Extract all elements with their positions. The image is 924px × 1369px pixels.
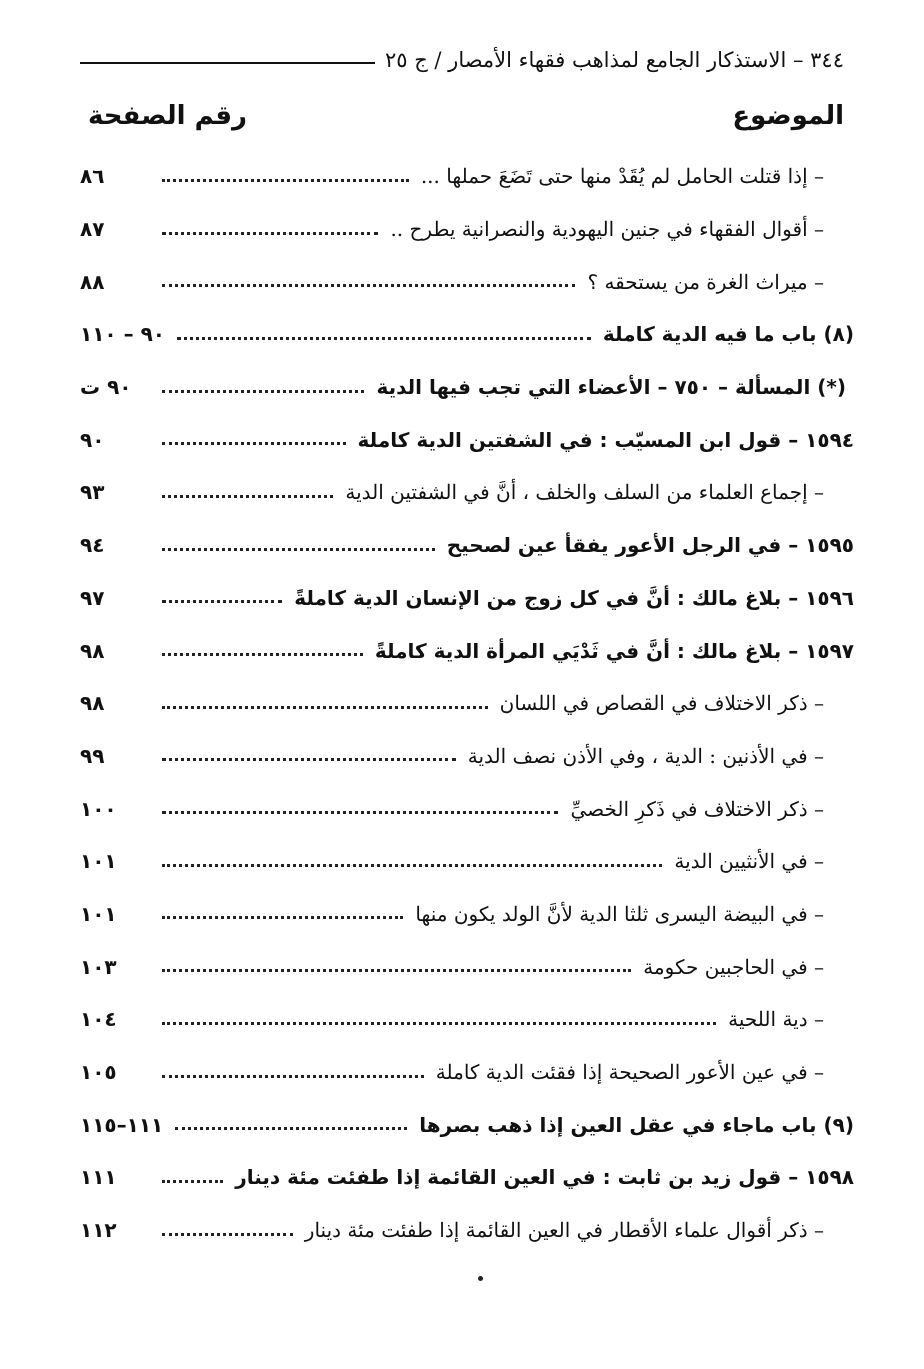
toc-entry <box>80 835 854 888</box>
dot-leader <box>162 811 558 814</box>
toc-entry <box>80 993 854 1046</box>
toc-entry-title: (٨) باب ما فيه الدية كاملة <box>602 322 854 347</box>
toc-entry-title: – في الحاجبين حكومة <box>643 954 824 979</box>
toc-entry <box>80 1151 854 1204</box>
toc-entry-title: ١٥٩٤ – قول ابن المسيّب : في الشفتين الدية كاملة <box>357 427 854 452</box>
dot-leader <box>177 337 591 340</box>
dot-leader <box>162 653 363 656</box>
column-headers <box>88 96 844 136</box>
toc-entry <box>80 888 854 941</box>
dot-leader <box>162 232 378 235</box>
toc-entry <box>80 730 854 783</box>
toc-entry <box>80 361 854 414</box>
toc-entry <box>80 1046 854 1099</box>
toc-entry-title: ١٥٩٨ – قول زيد بن ثابت : في العين القائمة إذا طفئت مئة دينار <box>235 1165 854 1190</box>
toc-entry-page: ١٠٤ <box>80 1007 117 1032</box>
toc-entry-page: ٩٨ <box>80 691 105 716</box>
dot-leader <box>162 758 456 761</box>
dot-leader <box>162 969 631 972</box>
dot-leader <box>162 1233 293 1236</box>
running-head-text: ٣٤٤ – الاستذكار الجامع لمذاهب فقهاء الأمصار / ج ٢٥ <box>384 48 844 72</box>
dot-leader <box>162 916 403 919</box>
toc-entry-page: ٨٨ <box>80 269 105 294</box>
toc-entry-page: ١٠٥ <box>80 1060 117 1085</box>
dot-leader <box>162 179 409 182</box>
toc-entry-title: (٩) باب ماجاء في عقل العين إذا ذهب بصرها <box>419 1112 854 1137</box>
running-head <box>80 32 844 72</box>
toc-entry <box>80 255 854 308</box>
toc-entry <box>80 150 854 203</box>
toc-entry-page: ١٠١ <box>80 901 117 926</box>
toc-entry-page: ١٠١ <box>80 849 117 874</box>
toc-entry <box>80 782 854 835</box>
toc-entry <box>80 203 854 256</box>
toc-entry <box>80 519 854 572</box>
dot-leader <box>162 284 575 287</box>
toc-entry-title: ١٥٩٧ – بلاغ مالك : أنَّ في ثَدْيَي المرأة الدية كاملةً <box>374 638 854 663</box>
page-column-header: رقم الصفحة <box>88 101 247 131</box>
topic-column-header: الموضوع <box>732 101 844 131</box>
toc-entry-title: – إذا قتلت الحامل لم يُقَدْ منها حتى تَضَعَ حملها ... <box>420 164 824 189</box>
toc-entry <box>80 413 854 466</box>
toc-entry-title: – ذكر الاختلاف في القصاص في اللسان <box>499 691 824 716</box>
toc-entry-title: (*) المسألة – ٧٥٠ – الأعضاء التي تجب فيها الدية <box>376 375 846 400</box>
toc-entry-title: – في البيضة اليسرى ثلثا الدية لأنَّ الولد يكون منها <box>415 901 824 926</box>
toc-entry-title: – إجماع العلماء من السلف والخلف ، أنَّ في الشفتين الدية <box>345 480 824 505</box>
toc-entry-page: ٩٠ ت <box>80 375 132 400</box>
toc-entry-page: ١١١ <box>80 1165 117 1190</box>
toc-entry-page: ٩٤ <box>80 533 105 558</box>
dot-leader <box>162 600 282 603</box>
dot-leader <box>162 442 346 445</box>
toc-entry-title: – في الأذنين : الدية ، وفي الأذن نصف الدية <box>467 743 824 768</box>
toc-entry-page: ٨٧ <box>80 217 105 242</box>
toc-entry-page: ٩٠ <box>80 427 105 452</box>
toc-entry <box>80 1204 854 1257</box>
toc-entry <box>80 940 854 993</box>
toc-entry-page: ٩٣ <box>80 480 105 505</box>
dot-leader <box>162 548 435 551</box>
toc-entry-title: – في الأنثيين الدية <box>674 849 824 874</box>
header-rule <box>80 62 375 64</box>
toc-entry-page: ٩٧ <box>80 585 105 610</box>
dot-leader <box>162 390 364 393</box>
print-dot <box>478 1276 483 1281</box>
toc-entry-title: – أقوال الفقهاء في جنين اليهودية والنصرانية يطرح .. <box>390 217 824 242</box>
toc-entry-page: ٩٩ <box>80 743 105 768</box>
toc-entry-title: ١٥٩٥ – في الرجل الأعور يفقأ عين لصحيح <box>446 533 854 558</box>
toc-entry <box>80 677 854 730</box>
dot-leader <box>162 495 333 498</box>
toc-entry-title: – ميراث الغرة من يستحقه ؟ <box>587 269 824 294</box>
dot-leader <box>175 1127 407 1130</box>
toc-section-entry <box>80 1098 854 1151</box>
toc-entry-page: ١١١–١١٥ <box>80 1112 164 1137</box>
dot-leader <box>162 1075 424 1078</box>
toc-entry-page: ١٠٣ <box>80 954 117 979</box>
toc-entry-title: – دية اللحية <box>728 1007 824 1032</box>
toc-entry-page: ١٠٠ <box>80 796 117 821</box>
dot-leader <box>162 706 488 709</box>
dot-leader <box>162 1022 716 1025</box>
toc-entry <box>80 572 854 625</box>
dot-leader <box>162 864 662 867</box>
table-of-contents <box>80 150 854 1256</box>
toc-entry-title: – ذكر أقوال علماء الأقطار في العين القائمة إذا طفئت مئة دينار <box>304 1218 824 1243</box>
toc-entry-title: ١٥٩٦ – بلاغ مالك : أنَّ في كل زوج من الإنسان الدية كاملةً <box>294 585 854 610</box>
toc-section-entry <box>80 308 854 361</box>
dot-leader <box>162 1180 223 1183</box>
toc-entry-page: ٨٦ <box>80 164 105 189</box>
toc-entry-page: ٩٨ <box>80 638 105 663</box>
toc-entry-title: – ذكر الاختلاف في ذَكرِ الخصيِّ <box>570 796 824 821</box>
toc-entry-page: ٩٠ – ١١٠ <box>80 322 165 347</box>
toc-entry <box>80 466 854 519</box>
toc-entry-title: – في عين الأعور الصحيحة إذا فقئت الدية كاملة <box>435 1060 824 1085</box>
toc-entry-page: ١١٢ <box>80 1218 117 1243</box>
toc-entry <box>80 624 854 677</box>
